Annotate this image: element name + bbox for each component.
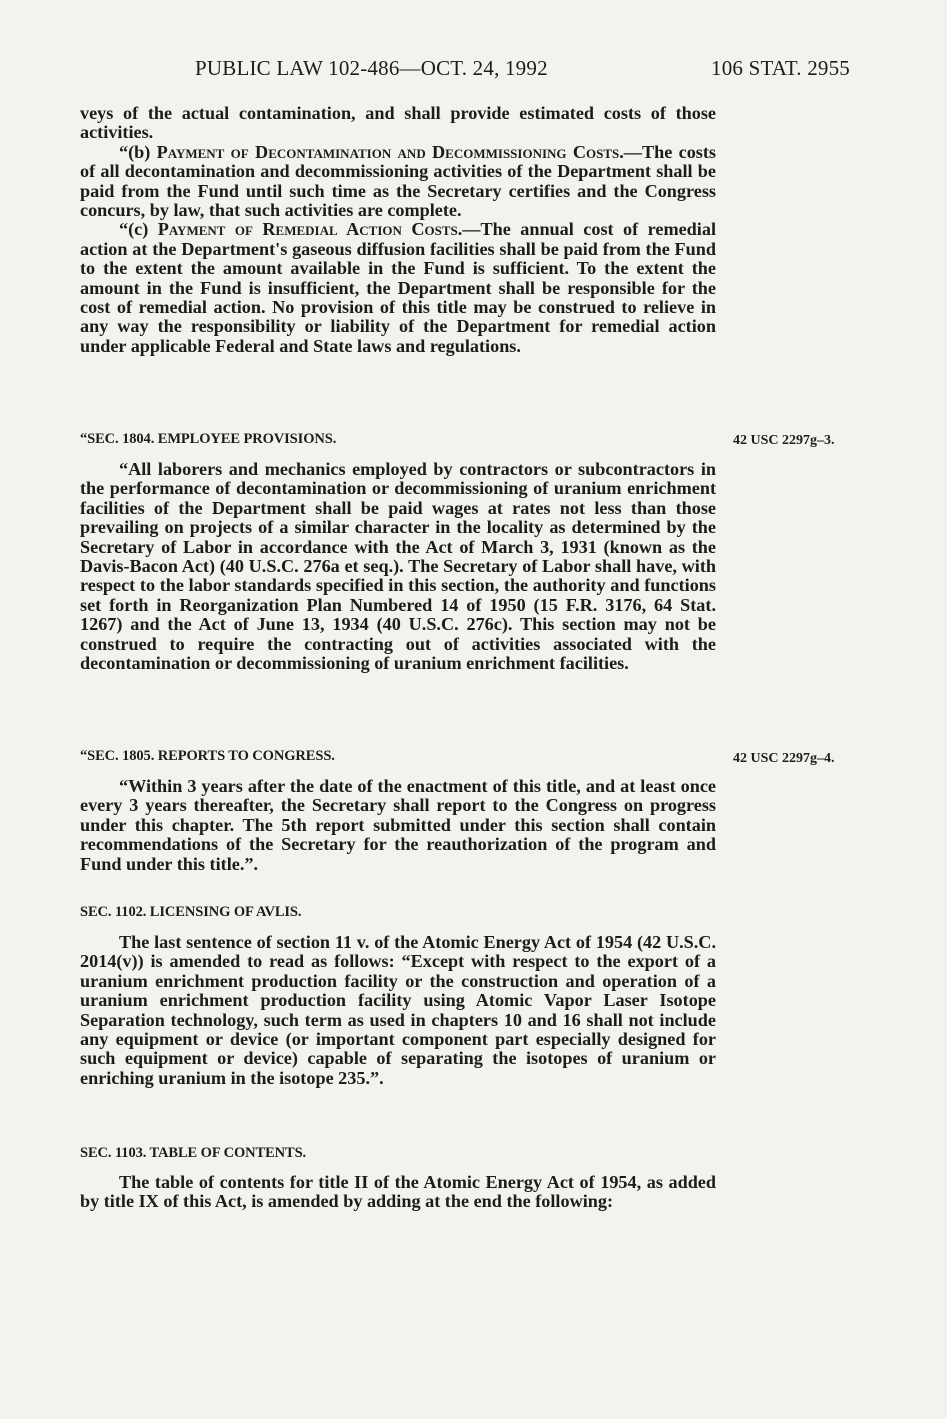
header-title: PUBLIC LAW 102-486—OCT. 24, 1992 — [195, 56, 548, 80]
header-stat-page: 106 STAT. 2955 — [711, 56, 850, 80]
paragraph-c-text: —The annual cost of remedial action at the Department's gaseous diffusion facilities shall be paid from the Fund to the extent the amount available in the Fund is sufficient. To the extent the amount in the Fund is insufficient, the Department shall be responsible for the cost of remedial action. No provision of this title may be construed to relieve in any way the responsibility or liability of the Department for remedial action under applicable Federal and State laws and regulations. — [80, 219, 717, 356]
paragraph-continuation: veys of the actual contamination, and shall provide estimated costs of those activities. — [80, 103, 716, 143]
running-header — [195, 56, 850, 86]
section-1102-body — [80, 933, 716, 1088]
section-1103-heading: SEC. 1103. TABLE OF CONTENTS. — [80, 1145, 307, 1161]
paragraph-b — [80, 143, 716, 221]
section-1805-body — [80, 777, 716, 874]
section-1805-citation: 42 USC 2297g–4. — [733, 751, 835, 766]
section-1805-heading: “SEC. 1805. REPORTS TO CONGRESS. — [80, 748, 335, 764]
paragraph-b-lead: “(b) — [119, 141, 157, 162]
section-1804-text: “All laborers and mechanics employed by contractors or subcontractors in the performance of decontamination or decommissioning of uranium enrichment facilities of the Department shall be paid wages at rates not less than those prevailing on projects of a similar character in the locality as determined by the Secretary of Labor in accordance with the Act of March 3, 1931 (known as the Davis-Bacon Act) (40 U.S.C. 276a et seq.). The Secretary of Labor shall have, with respect to the labor standards specified in this section, the authority and functions set forth in Reorganization Plan Numbered 14 of 1950 (15 F.R. 3176, 64 Stat. 1267) and the Act of June 13, 1934 (40 U.S.C. 276c). This section may not be construed to require the contracting out of activities associated with the decontamination or decommissioning of uranium enrichment facilities. — [80, 459, 716, 674]
section-1103-body — [80, 1173, 716, 1212]
paragraph-c-heading: Payment of Remedial Action Costs. — [157, 219, 463, 240]
section-1804-citation: 42 USC 2297g–3. — [733, 433, 835, 448]
section-1804-heading: “SEC. 1804. EMPLOYEE PROVISIONS. — [80, 431, 337, 447]
section-1805-text: “Within 3 years after the date of the enactment of this title, and at least once every 3 years thereafter, the Secretary shall report to the Congress on progress under this chapter. The 5th report submitted under this section shall contain recommendations of the Secretary for the reauthorization of the program and Fund under this title.”. — [80, 776, 716, 874]
paragraph-b-heading: Payment of Decontamination and Decommissioning Costs. — [156, 141, 624, 162]
opening-text — [80, 104, 716, 356]
paragraph-b-text: —The costs of all decontamination and decommissioning activities of the Department shall be paid from the Fund until such time as the Secretary certifies and the Congress concurs, by law, that such activities are complete. — [80, 141, 716, 221]
section-1102-heading: SEC. 1102. LICENSING OF AVLIS. — [80, 904, 302, 920]
section-1804-body — [80, 460, 716, 673]
paragraph-c — [80, 220, 716, 356]
section-1102-text: The last sentence of section 11 v. of the Atomic Energy Act of 1954 (42 U.S.C. 2014(v)) is amended to read as follows: “Except with respect to the export of a uranium enrichment production facility or the construction and operation of a uranium enrichment production facility using Atomic Vapor Laser Isotope Separation technology, such term as used in chapters 10 and 16 shall not include any equipment or device (or important component part especially designed for such equipment or device) capable of separating the isotopes of uranium or enriching uranium in the isotope 235.”. — [80, 932, 716, 1088]
section-1103-text: The table of contents for title II of the Atomic Energy Act of 1954, as added by title IX of this Act, is amended by adding at the end the following: — [80, 1172, 716, 1212]
paragraph-c-lead: “(c) — [119, 219, 158, 240]
